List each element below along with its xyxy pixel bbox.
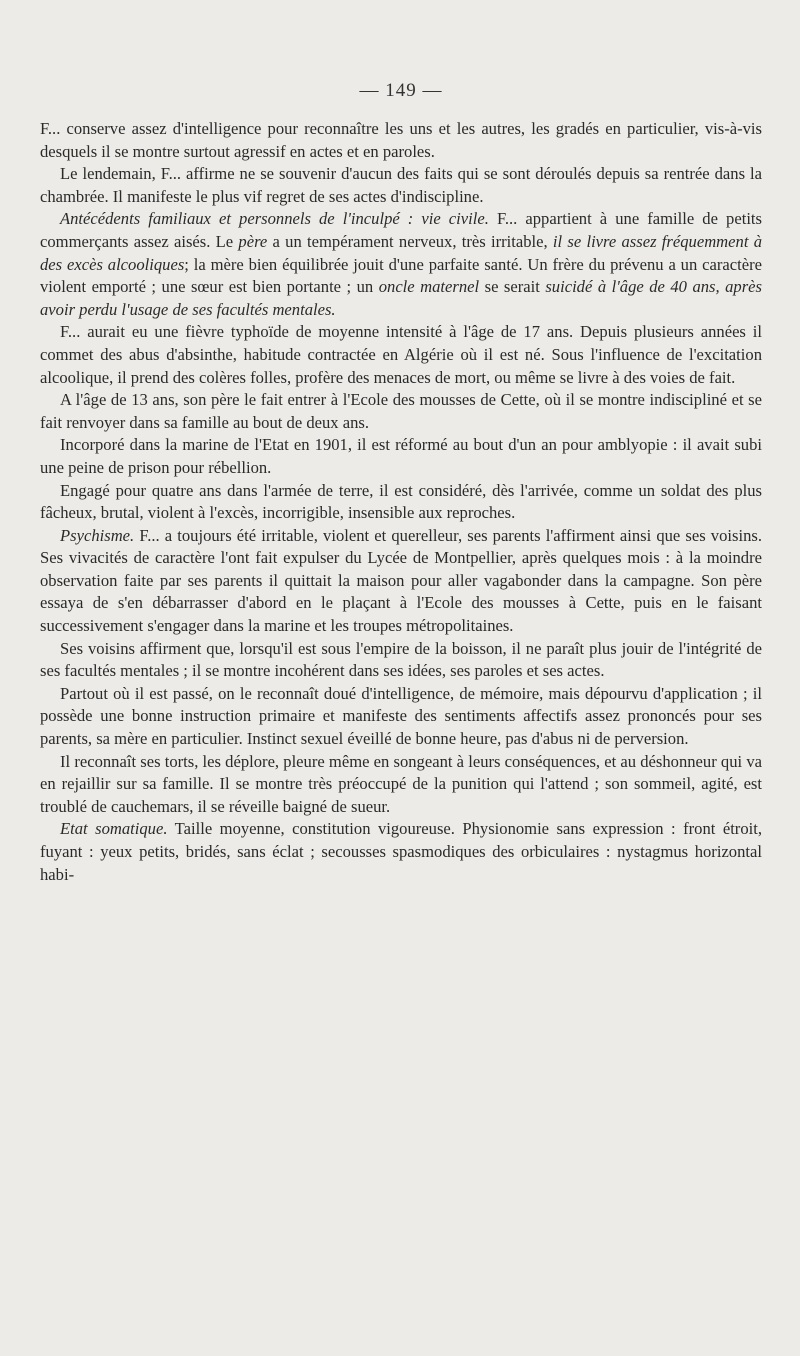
italic-text-segment: Antécédents familiaux et personnels de l'inculpé : vie civile.: [60, 209, 489, 229]
paragraph: [40, 525, 762, 638]
paragraph: [40, 321, 762, 389]
paragraph: [40, 434, 762, 479]
italic-text-segment: Etat somatique.: [60, 819, 168, 839]
italic-text-segment: il se livre assez fréquemment à des excès alcooliques: [40, 231, 762, 274]
paragraph: [40, 389, 762, 434]
text-segment: Engagé pour quatre ans dans l'armée de terre, il est considéré, dès l'arrivée, comme un soldat des plus fâcheux, brutal, violent à l'excès, incorrigible, insensible aux reproches.: [40, 480, 762, 523]
body-text: [40, 118, 762, 886]
italic-text-segment: père: [238, 231, 268, 251]
text-segment: Il reconnaît ses torts, les déplore, pleure même en songeant à leurs conséquences, et au déshonneur qui va en rejaillir sur sa famille. Il se montre très préoccupé de la punition qui l'attend ; son sommeil, agité, est troublé de cauchemars, il se réveille baigné de sueur.: [40, 751, 762, 816]
text-segment: F... appartient à une famille de petits commerçants assez aisés. Le: [40, 209, 762, 251]
paragraph: [40, 638, 762, 683]
italic-text-segment: suicidé à l'âge de 40 ans, après avoir perdu l'usage de ses facultés mentales.: [40, 277, 762, 319]
text-segment: Le lendemain, F... affirme ne se souvenir d'aucun des faits qui se sont déroulés depuis sa rentrée dans la chambrée. Il manifeste le plus vif regret de ses actes d'indiscipline.: [40, 164, 762, 206]
paragraph: [40, 818, 762, 886]
text-segment: se serait: [479, 277, 546, 297]
text-segment: F... a toujours été irritable, violent et querelleur, ses parents l'affirment ainsi que ses voisins. Ses vivacités de caractère l'ont fait expulser du Lycée de Montpellier, après quelques mois : à la moindre observation faite par ses parents il quittait la maison pour aller vagabonder dans la campagne. Son père essaya de s'en débarrasser d'abord en le plaçant à l'Ecole des mousses à Cette, puis en le faisant successivement s'engager dans la marine et les troupes métropolitaines.: [40, 525, 762, 636]
page-number: — 149 —: [359, 80, 443, 101]
italic-text-segment: oncle maternel: [378, 277, 480, 297]
paragraph: [40, 480, 762, 525]
italic-text-segment: Psychisme.: [60, 525, 135, 545]
paragraph: [40, 751, 762, 819]
text-segment: Partout où il est passé, on le reconnaît doué d'intelligence, de mémoire, mais dépourvu d'application ; il possède une bonne instruction primaire et manifeste des sentiments affectifs assez prononcés pour ses parents, sa mère en particulier. Instinct sexuel éveillé de bonne heure, pas d'abus ni de perversion.: [40, 683, 762, 749]
text-segment: F... conserve assez d'intelligence pour reconnaître les uns et les autres, les gradés en particulier, vis-à-vis desquels il se montre surtout agressif en actes et en paroles.: [40, 119, 762, 161]
text-segment: a un tempérament nerveux, très irritable,: [267, 231, 553, 251]
book-page: [40, 80, 762, 886]
text-segment: Incorporé dans la marine de l'Etat en 1901, il est réformé au bout d'un an pour amblyopie : il avait subi une peine de prison pour rébellion.: [40, 435, 762, 477]
paragraph: [40, 163, 762, 208]
paragraph: [40, 683, 762, 751]
text-segment: F... aurait eu une fièvre typhoïde de moyenne intensité à l'âge de 17 ans. Depuis plusieurs années il commet des abus d'absinthe, habitude contractée en Algérie où il est né. Sous l'influence de l'excitation alcoolique, il prend des colères folles, profère des menaces de mort, ou même se livre à des voies de fait.: [40, 322, 762, 387]
text-segment: Ses voisins affirment que, lorsqu'il est sous l'empire de la boisson, il ne paraît plus jouir de l'intégrité de ses facultés mentales ; il se montre incohérent dans ses idées, ses paroles et ses actes.: [40, 638, 762, 681]
paragraph: [40, 208, 762, 321]
text-segment: ; la mère bien équilibrée jouit d'une parfaite santé. Un frère du prévenu a un caractère violent emporté ; une sœur est bien portante ; un: [40, 254, 762, 297]
text-segment: A l'âge de 13 ans, son père le fait entrer à l'Ecole des mousses de Cette, où il se montre indiscipliné et se fait renvoyer dans sa famille au bout de deux ans.: [40, 390, 762, 432]
paragraph: [40, 118, 762, 163]
text-segment: Taille moyenne, constitution vigoureuse. Physionomie sans expression : front étroit, fuyant : yeux petits, bridés, sans éclat ; secousses spasmodiques des orbiculaires : nystagmus horizontal habi-: [40, 819, 762, 884]
